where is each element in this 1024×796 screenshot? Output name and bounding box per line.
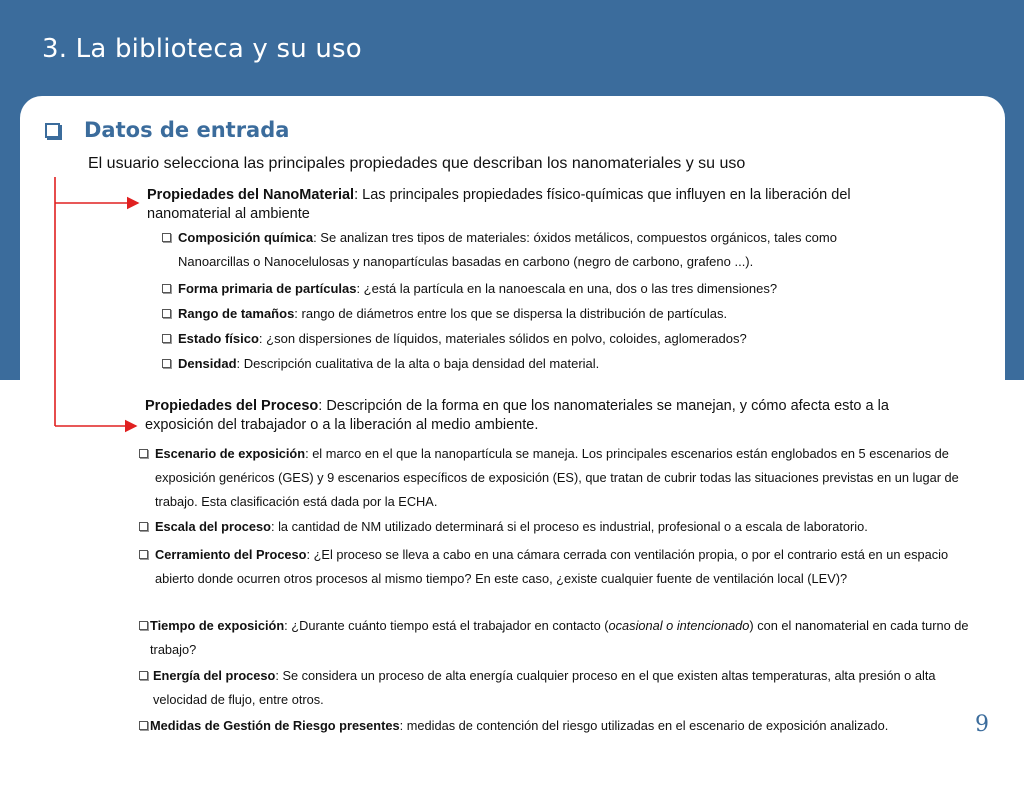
- list-item: Composición química: Se analizan tres tipos de materiales: óxidos metálicos, compuestos orgánicos, tales como Nanoarcillas o Nanocelulosas y nanopartículas basadas en carbono (negro de carbono, grafeno ...).: [162, 226, 882, 274]
- nanomaterial-description: [147, 186, 907, 224]
- section-intro: El usuario selecciona las principales propiedades que describan los nanomateriales y su uso: [88, 155, 746, 172]
- section-title: Datos de entrada: [84, 118, 290, 142]
- bullet-square-icon: [162, 233, 171, 242]
- bullet-square-icon: [139, 522, 148, 531]
- page-number: 9: [975, 712, 989, 737]
- slide-title: 3. La biblioteca y su uso: [42, 34, 362, 64]
- list-item: Medidas de Gestión de Riesgo presentes: medidas de contención del riesgo utilizadas en el escenario de exposición analizado.: [139, 714, 969, 738]
- nanomaterial-heading: Propiedades del NanoMaterial: [147, 187, 355, 203]
- list-item: Rango de tamaños: rango de diámetros entre los que se dispersa la distribución de partículas.: [162, 302, 882, 326]
- bullet-square-icon: [162, 284, 171, 293]
- list-item: Energía del proceso: Se considera un proceso de alta energía cualquier proceso en el que existen altas temperaturas, alta presión o alta velocidad de flujo, entre otros.: [139, 664, 969, 712]
- process-description: [145, 397, 905, 435]
- bullet-square-icon: [162, 334, 171, 343]
- list-item: Escala del proceso: la cantidad de NM utilizado determinará si el proceso es industrial, profesional o a escala de laboratorio.: [139, 515, 969, 539]
- bullet-square-icon: [139, 671, 148, 680]
- process-heading: Propiedades del Proceso: [145, 398, 319, 414]
- bullet-square-icon: [162, 359, 171, 368]
- process-desc: : Descripción de la forma en que los nanomateriales se manejan, y cómo afecta esto a la exposición del trabajador o a la liberación al medio ambiente.: [145, 398, 889, 433]
- list-item: Tiempo de exposición: ¿Durante cuánto tiempo está el trabajador en contacto (ocasional o intencionado) con el nanomaterial en cada turno de trabajo?: [139, 614, 969, 662]
- bullet-square-icon: [139, 621, 148, 630]
- list-item: Estado físico: ¿son dispersiones de líquidos, materiales sólidos en polvo, coloides, aglomerados?: [162, 327, 882, 351]
- list-item: Escenario de exposición: el marco en el que la nanopartícula se maneja. Los principales escenarios están englobados en 5 escenarios de exposición genéricos (GES) y 9 escenarios específicos de exposición (ES), que tratan de cubrir todas las situaciones previstas en un lugar de trabajo. Esta clasificación está dada por la ECHA.: [139, 442, 969, 514]
- bullet-square-icon: [162, 309, 171, 318]
- list-item: Densidad: Descripción cualitativa de la alta o baja densidad del material.: [162, 352, 882, 376]
- bullet-square-icon: [139, 449, 148, 458]
- list-item: Cerramiento del Proceso: ¿El proceso se lleva a cabo en una cámara cerrada con ventilación propia, o por el contrario está en un espacio abierto donde ocurren otros procesos al mismo tiempo? En este caso, ¿existe cualquier fuente de ventilación local (LEV)?: [139, 543, 969, 591]
- list-item: Forma primaria de partículas: ¿está la partícula en la nanoescala en una, dos o las tres dimensiones?: [162, 277, 882, 301]
- bullet-square-icon: [139, 721, 148, 730]
- nanomaterial-desc: : Las principales propiedades físico-químicas que influyen en la liberación del nanomaterial al ambiente: [147, 187, 851, 222]
- bullet-square-icon: [139, 550, 148, 559]
